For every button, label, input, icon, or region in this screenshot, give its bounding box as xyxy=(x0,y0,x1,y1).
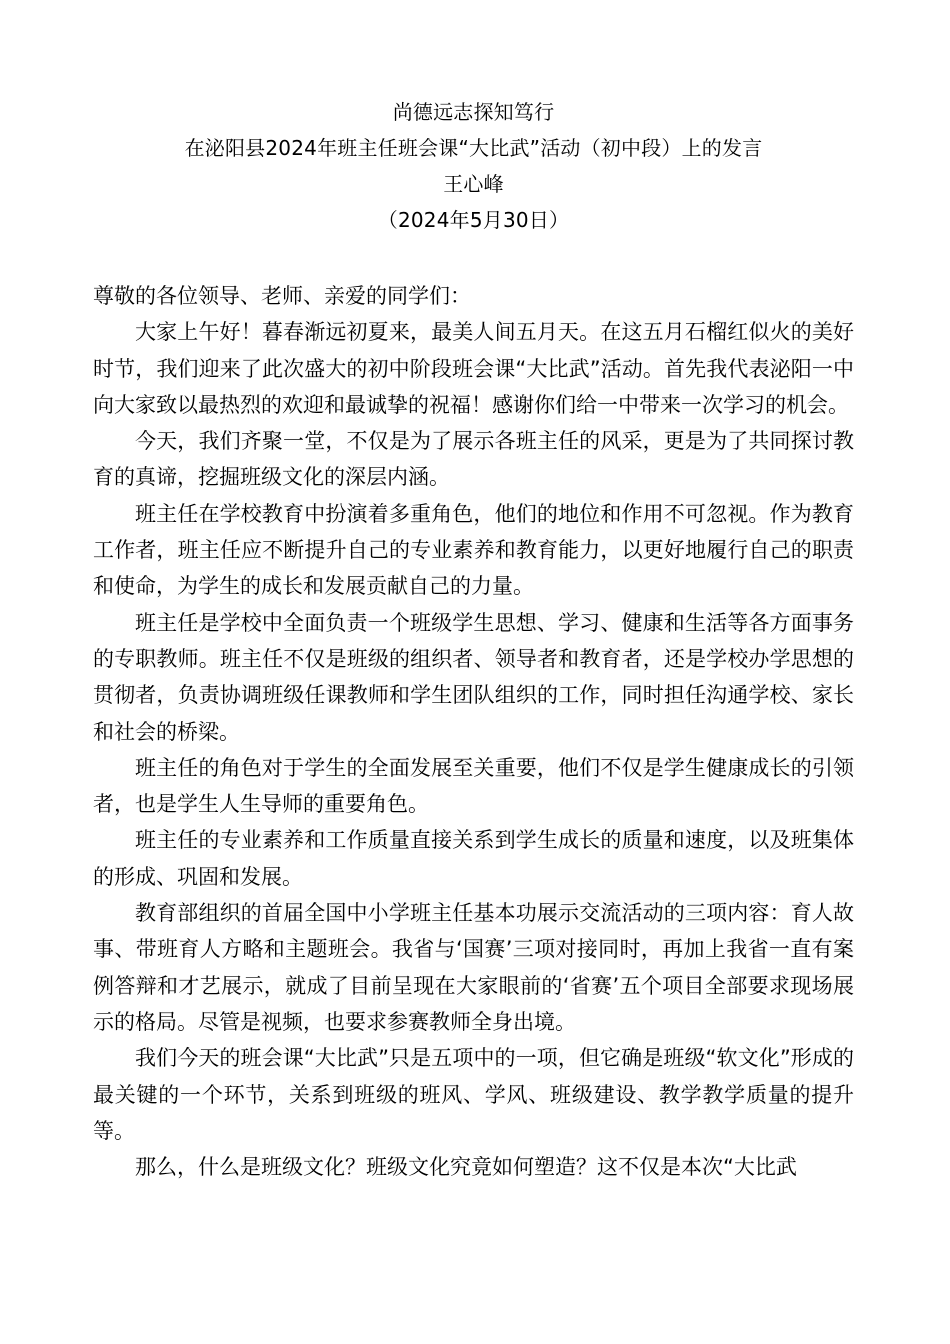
paragraph: 班主任的专业素养和工作质量直接关系到学生成长的质量和速度，以及班集体的形成、巩固和发展。 xyxy=(93,828,854,889)
header-spacer xyxy=(93,238,854,278)
document-body xyxy=(93,278,854,1185)
paragraph: 教育部组织的首届全国中小学班主任基本功展示交流活动的三项内容：育人故事、带班育人方略和主题班会。我省与‘国赛’三项对接同时，再加上我省一直有案例答辩和才艺展示，就成了目前呈现在大家眼前的‘省赛’五个项目全部要求现场展示的格局。尽管是视频，也要求参赛教师全身出境。 xyxy=(93,901,854,1034)
paragraph: 大家上午好！暮春渐远初夏来，最美人间五月天。在这五月石榴红似火的美好时节，我们迎来了此次盛大的初中阶段班会课“大比武”活动。首先我代表泌阳一中向大家致以最热烈的欢迎和最诚挚的祝福！感谢你们给一中带来一次学习的机会。 xyxy=(93,320,854,417)
document-date: （2024年5月30日） xyxy=(377,208,570,232)
document-author: 王心峰 xyxy=(443,172,504,196)
document-subtitle: 在泌阳县2024年班主任班会课“大比武”活动（初中段）上的发言 xyxy=(184,136,763,160)
document-header xyxy=(93,94,854,238)
document-title: 尚德远志探知笃行 xyxy=(392,100,555,124)
paragraph: 我们今天的班会课“大比武”只是五项中的一项，但它确是班级“软文化”形成的最关键的一个环节，关系到班级的班风、学风、班级建设、教学教学质量的提升等。 xyxy=(93,1046,854,1143)
salutation: 尊敬的各位领导、老师、亲爱的同学们： xyxy=(93,284,471,308)
paragraph: 班主任在学校教育中扮演着多重角色，他们的地位和作用不可忽视。作为教育工作者，班主任应不断提升自己的专业素养和教育能力，以更好地履行自己的职责和使命，为学生的成长和发展贡献自己的力量。 xyxy=(93,501,854,599)
paragraph: 班主任是学校中全面负责一个班级学生思想、学习、健康和生活等各方面事务的专职教师。班主任不仅是班级的组织者、领导者和教育者，还是学校办学思想的贯彻者，负责协调班级任课教师和学生团队组织的工作，同时担任沟通学校、家长和社会的桥梁。 xyxy=(93,610,854,744)
paragraph: 今天，我们齐聚一堂，不仅是为了展示各班主任的风采，更是为了共同探讨教育的真谛，挖掘班级文化的深层内涵。 xyxy=(93,429,854,490)
paragraph: 那么，什么是班级文化？班级文化究竟如何塑造？这不仅是本次“大比武 xyxy=(135,1155,797,1180)
paragraph: 班主任的角色对于学生的全面发展至关重要，他们不仅是学生健康成长的引领者，也是学生人生导师的重要角色。 xyxy=(93,755,854,817)
